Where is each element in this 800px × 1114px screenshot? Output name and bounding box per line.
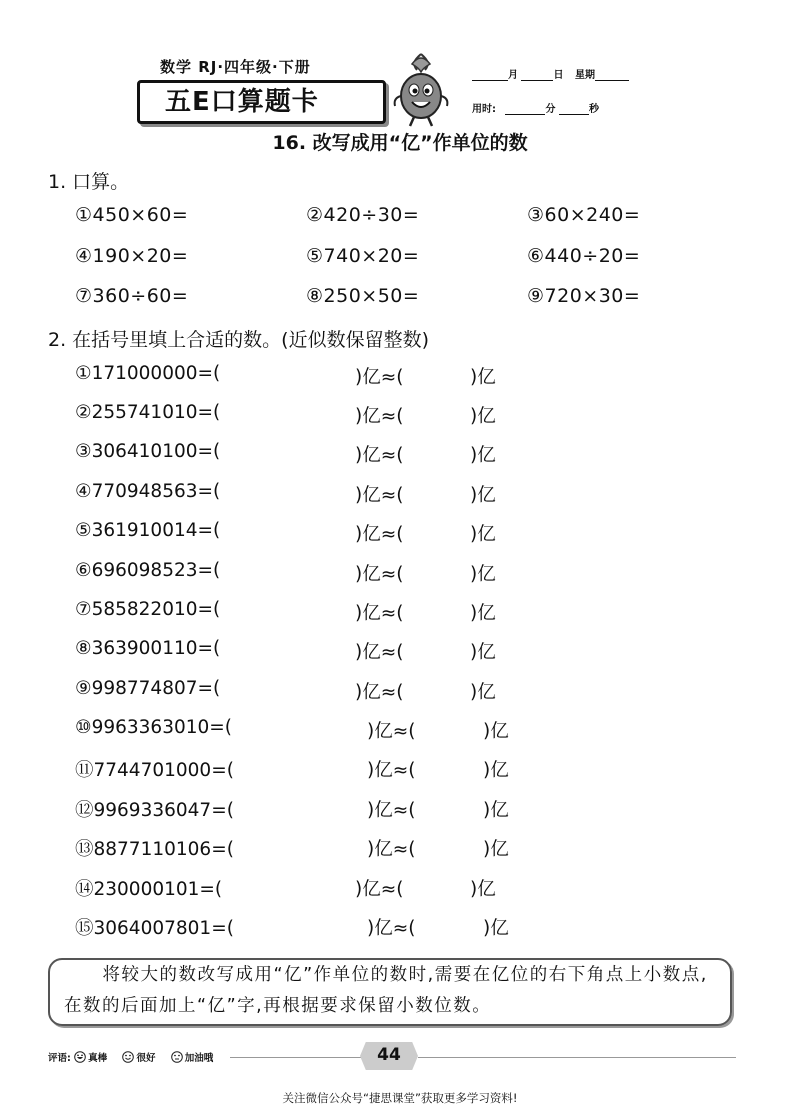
fill-row-mid: )亿≈( [355,603,404,624]
time-fields: 用时: 分 秒 [472,104,599,115]
fill-row-mid: )亿≈( [355,879,404,900]
fill-row-label: ⑨998774807=( [75,678,221,699]
fill-row-mid: )亿≈( [355,367,404,388]
problem: ⑨720×30= [527,285,641,307]
section2-title: 2. 在括号里填上合适的数。(近似数保留整数) [48,329,429,351]
fill-row-label: ⑫9969336047=( [75,800,234,821]
fill-row-end: )亿 [470,367,496,388]
fill-row-end: )亿 [470,564,496,585]
fill-row-mid: )亿≈( [355,642,404,663]
fill-row-mid: )亿≈( [355,524,404,545]
bottom-note: 关注微信公众号“捷思课堂”获取更多学习资料! [282,1091,518,1105]
page-title: 16. 改写成用“亿”作单位的数 [272,132,528,154]
problem: ⑧250×50= [306,285,420,307]
subject-label: 数学 RJ·四年级·下册 [160,58,311,76]
mascot-icon [390,50,452,128]
fill-row-end: )亿 [470,682,496,703]
problem: ③60×240= [527,204,641,226]
fill-row-label: ⑩9963363010=( [75,717,233,738]
eval-label: 评语: [48,1053,71,1064]
fill-row-mid: )亿≈( [355,485,404,506]
page-number: 44 [377,1045,401,1065]
tip-text: 将较大的数改写成用“亿”作单位的数时,需要在亿位的右下角点上小数点,在数的后面加上“亿”字,再根据要求保留小数位数。 [64,965,708,1016]
problem: ①450×60= [75,204,189,226]
fill-row-end: )亿 [470,406,496,427]
smiling-face-icon [122,1051,134,1063]
fill-row-label: ⑮3064007801=( [75,918,234,939]
fill-row-end: )亿 [483,800,509,821]
fill-row-end: )亿 [470,642,496,663]
footer-divider [230,1057,362,1058]
fill-row-end: )亿 [470,485,496,506]
fill-row-label: ⑬8877110106=( [75,839,234,860]
date-fields: 月 日 星期 [472,66,629,81]
fill-row-mid: )亿≈( [367,800,416,821]
problem: ⑤740×20= [306,245,420,267]
fill-row-end: )亿 [483,839,509,860]
fill-row-mid: )亿≈( [367,760,416,781]
fill-row-end: )亿 [483,918,509,939]
fill-row-end: )亿 [483,721,509,742]
fill-row-label: ⑪7744701000=( [75,760,234,781]
fill-row-label: ⑦585822010=( [75,599,221,620]
fill-row-label: ⑧363900110=( [75,638,221,659]
section1-title: 1. 口算。 [48,171,130,193]
fill-row-label: ②255741010=( [75,402,221,423]
fill-row-label: ⑥696098523=( [75,560,221,581]
problem: ④190×20= [75,245,189,267]
brand-title: 五E口算题卡 [165,87,319,117]
fill-row-label: ③306410100=( [75,441,221,462]
fill-row-mid: )亿≈( [367,918,416,939]
fill-row-label: ④770948563=( [75,481,221,502]
fill-row-mid: )亿≈( [367,721,416,742]
fill-row-mid: )亿≈( [367,839,416,860]
evaluation-bar: 评语: 真棒 很好 加油哦 [48,1053,214,1064]
problem: ②420÷30= [306,204,420,226]
problem: ⑥440÷20= [527,245,641,267]
problem: ⑦360÷60= [75,285,189,307]
fill-row-label: ⑤361910014=( [75,520,221,541]
fill-row-end: )亿 [470,445,496,466]
laughing-face-icon [74,1051,86,1063]
fill-row-mid: )亿≈( [355,682,404,703]
footer-divider [418,1057,736,1058]
fill-row-mid: )亿≈( [355,406,404,427]
fill-row-mid: )亿≈( [355,564,404,585]
fill-row-label: ⑭230000101=( [75,879,223,900]
cheer-face-icon [171,1051,183,1063]
fill-row-end: )亿 [470,524,496,545]
fill-row-end: )亿 [470,879,496,900]
fill-row-end: )亿 [483,760,509,781]
fill-row-label: ①171000000=( [75,363,221,384]
fill-row-mid: )亿≈( [355,445,404,466]
fill-row-end: )亿 [470,603,496,624]
